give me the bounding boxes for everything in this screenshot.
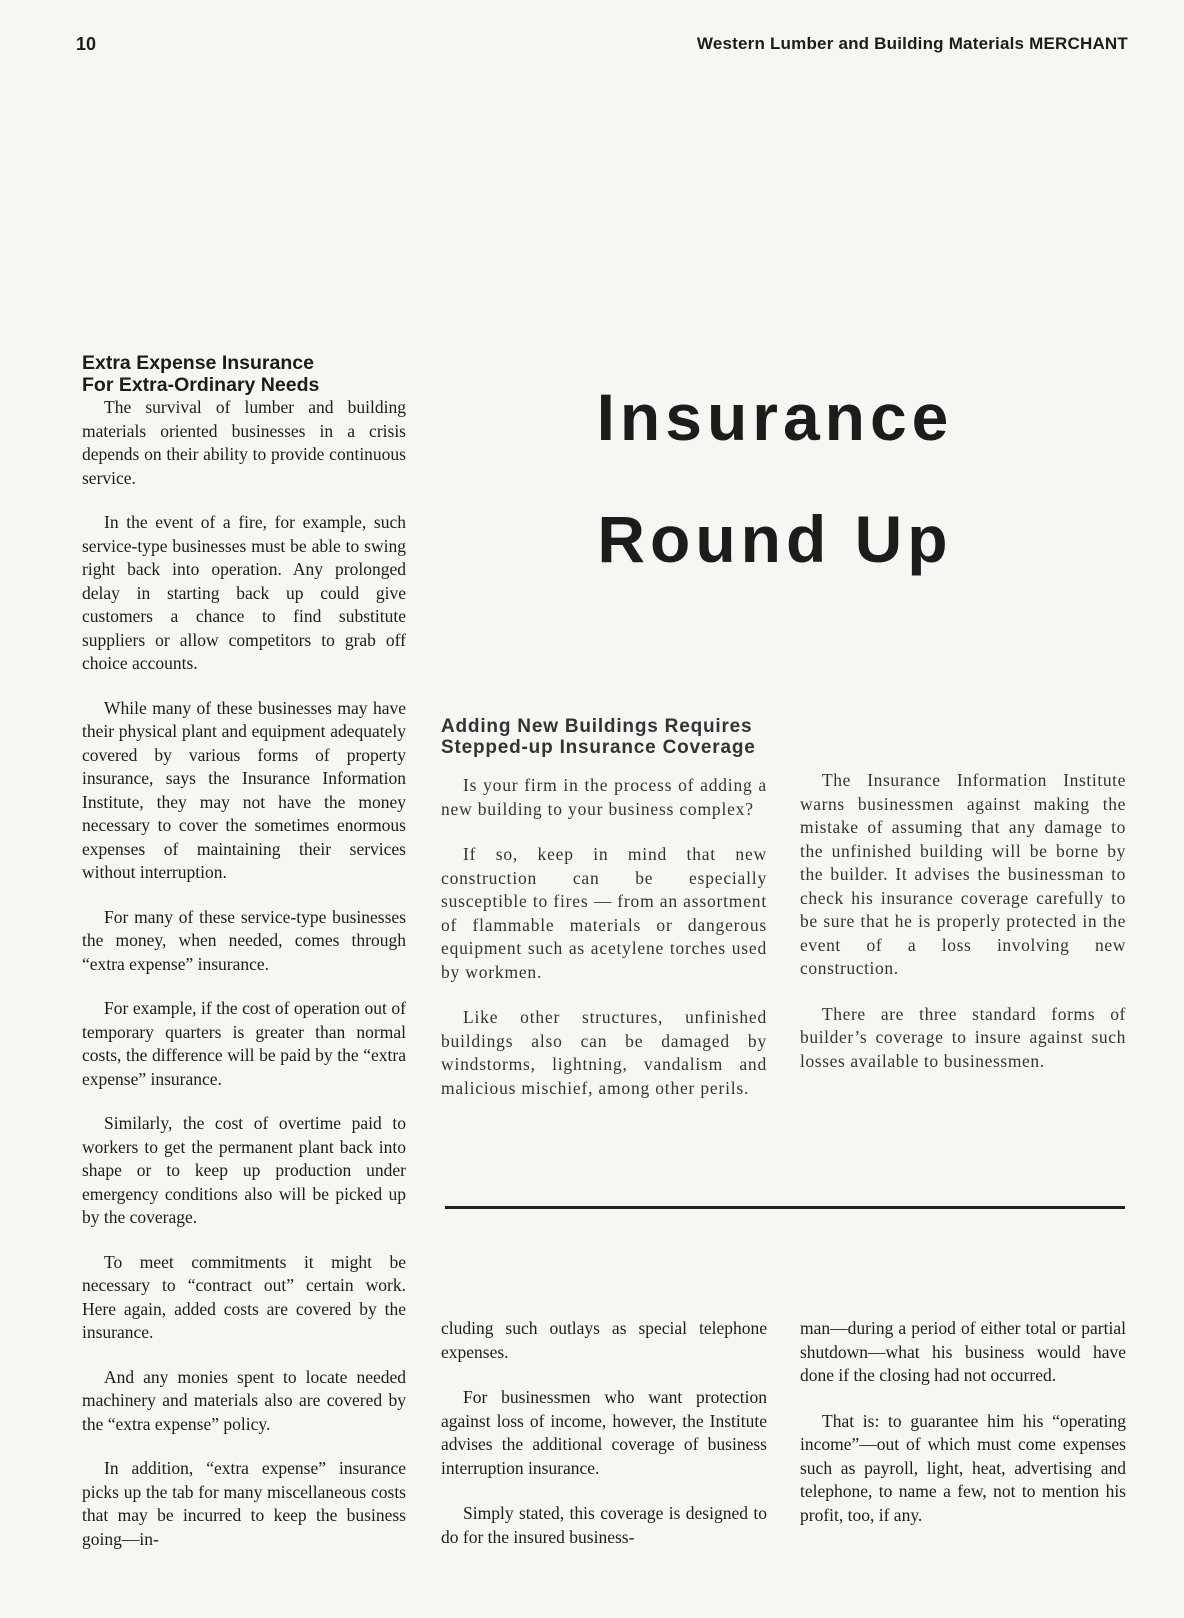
paragraph: For many of these service-type businesses the money, when needed, comes through “extra expense” insurance. bbox=[82, 906, 406, 974]
paragraph: There are three standard forms of builder’s coverage to insure against such losses available to businessmen. bbox=[800, 1003, 1126, 1071]
feature-title-line: Insurance bbox=[596, 380, 954, 454]
paragraph: And any monies spent to locate needed machinery and materials also are covered by the “extra expense” policy. bbox=[82, 1366, 406, 1434]
heading-line: For Extra-Ordinary Needs bbox=[82, 374, 320, 396]
heading-line: Stepped-up Insurance Coverage bbox=[441, 737, 756, 758]
paragraph: The Insurance Information Institute warns businessmen against making the mistake of assuming that any damage to the unfinished building will be borne by the builder. It advises the businessman to check his insurance coverage carefully to be sure that he is properly protected in the event of a loss involving new construction. bbox=[800, 770, 1126, 978]
page-header bbox=[76, 34, 1128, 60]
article-new-buildings-column-2 bbox=[800, 769, 1126, 1095]
feature-title bbox=[430, 382, 1120, 574]
feature-title-line: Round Up bbox=[597, 502, 953, 576]
article-heading-new-buildings bbox=[441, 716, 767, 758]
article-extra-expense-column bbox=[82, 352, 406, 1572]
paragraph: For businessmen who want protection against loss of income, however, the Institute advises the additional coverage of business interruption insurance. bbox=[441, 1387, 767, 1478]
article-new-buildings-column-1 bbox=[441, 716, 767, 1122]
article-heading-extra-expense bbox=[82, 352, 406, 396]
paragraph: To meet commitments it might be necessary to “contract out” certain work. Here again, added costs are covered by the insurance. bbox=[82, 1251, 406, 1342]
section-divider-rule bbox=[445, 1206, 1125, 1209]
article-extra-expense-continued-column-2 bbox=[800, 1317, 1126, 1549]
paragraph: While many of these businesses may have their physical plant and equipment adequately covered by various forms of property insurance, says the Insurance Information Institute, they may not have the money necessary to cover the sometimes enormous expenses of maintaining their services without interruption. bbox=[82, 697, 406, 882]
publication-title: Western Lumber and Building Materials MERCHANT bbox=[696, 34, 1128, 53]
paragraph: cluding such outlays as special telephone expenses. bbox=[441, 1318, 767, 1362]
paragraph: In addition, “extra expense” insurance picks up the tab for many miscellaneous costs that may be incurred to keep the business going—in- bbox=[82, 1458, 406, 1549]
paragraph: Like other structures, unfinished buildings also can be damaged by windstorms, lightning, vandalism and malicious mischief, among other perils. bbox=[441, 1007, 767, 1098]
page-number: 10 bbox=[76, 34, 97, 54]
paragraph: In the event of a fire, for example, such service-type businesses must be able to swing right back into operation. Any prolonged delay in starting back up could give customers a chance to find substitute suppliers or allow competitors to grab off choice accounts. bbox=[82, 512, 406, 673]
paragraph: If so, keep in mind that new construction can be especially susceptible to fires — from an assortment of flammable materials or dangerous equipment such as acetylene torches used by workmen. bbox=[441, 844, 767, 982]
paragraph: Simply stated, this coverage is designed to do for the insured business- bbox=[441, 1503, 767, 1547]
paragraph: That is: to guarantee him his “operating income”—out of which must come expenses such as payroll, light, heat, advertising and telephone, to name a few, not to mention his profit, too, if any. bbox=[800, 1410, 1126, 1525]
heading-line: Adding New Buildings Requires bbox=[441, 716, 753, 737]
paragraph: The survival of lumber and building materials oriented businesses in a crisis depends on their ability to provide continuous service. bbox=[82, 397, 406, 488]
paragraph: man—during a period of either total or partial shutdown—what his business would have done if the closing had not occurred. bbox=[800, 1318, 1126, 1385]
paragraph: Is your firm in the process of adding a new building to your business complex? bbox=[441, 775, 767, 819]
article-extra-expense-continued-column-1 bbox=[441, 1317, 767, 1571]
paragraph: Similarly, the cost of overtime paid to workers to get the permanent plant back into shape or to keep up production under emergency conditions also will be picked up by the coverage. bbox=[82, 1113, 406, 1227]
paragraph: For example, if the cost of operation out of temporary quarters is greater than normal costs, the difference will be paid by the “extra expense” insurance. bbox=[82, 998, 406, 1089]
heading-line: Extra Expense Insurance bbox=[82, 352, 314, 374]
